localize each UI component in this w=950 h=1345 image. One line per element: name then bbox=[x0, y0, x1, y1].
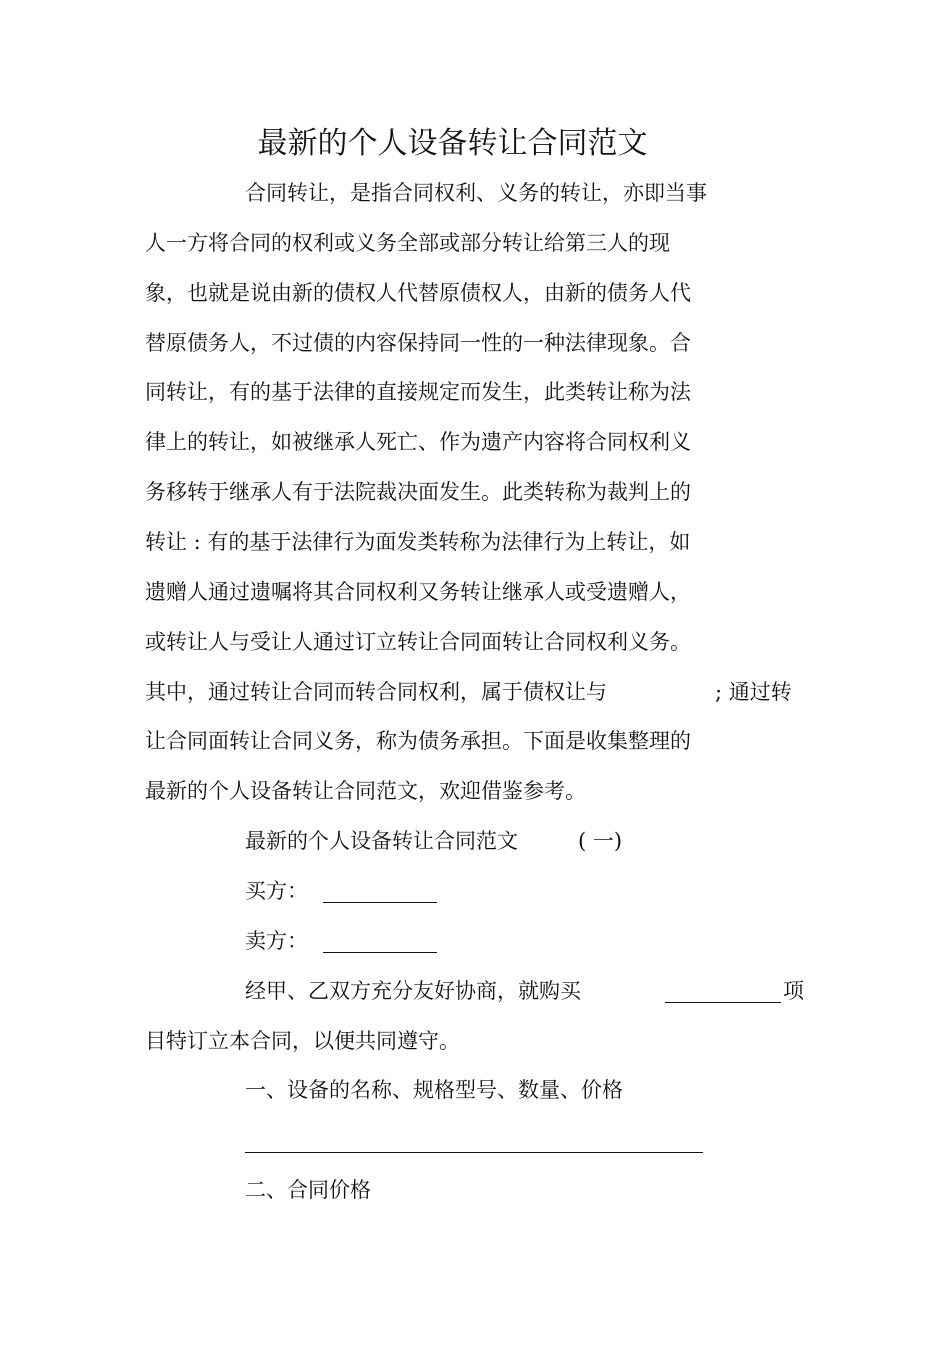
intro-line-9: 遗赠人通过遗嘱将其合同权利又务转让继承人或受遗赠人， bbox=[145, 580, 691, 604]
intro-line-8: 转让 : 有的基于法律行为面发类转称为法律行为上转让，如 bbox=[145, 530, 691, 554]
agreement-line-b: 项 bbox=[783, 979, 804, 1003]
intro-line-5: 同转让，有的基于法律的直接规定而发生，此类转让称为法 bbox=[145, 380, 691, 404]
agreement-line-a: 经甲、乙双方充分友好协商，就购买 bbox=[245, 979, 581, 1003]
intro-line-6: 律上的转让，如被继承人死亡、作为遗产内容将合同权利义 bbox=[145, 430, 691, 454]
agreement-line-c: 目特订立本合同，以便共同遵守。 bbox=[145, 1029, 460, 1053]
intro-line-10: 或转让人与受让人通过订立转让合同面转让合同权利义务。 bbox=[145, 630, 691, 654]
intro-line-11-b: ; 通过转 bbox=[715, 680, 792, 704]
intro-line-13: 最新的个人设备转让合同范文，欢迎借鉴参考。 bbox=[145, 779, 586, 803]
intro-line-7: 务移转于继承人有于法院裁决面发生。此类转称为裁判上的 bbox=[145, 480, 691, 504]
intro-line-2: 人一方将合同的权利或义务全部或部分转让给第三人的现 bbox=[145, 231, 670, 255]
section-number: ( 一) bbox=[578, 829, 623, 853]
intro-line-11-a: 其中，通过转让合同而转合同权利，属于债权让与 bbox=[145, 680, 607, 704]
clause-1-blank-field[interactable] bbox=[245, 1130, 703, 1153]
buyer-blank-field[interactable] bbox=[323, 880, 437, 903]
clause-1-heading: 一、设备的名称、规格型号、数量、价格 bbox=[245, 1078, 623, 1102]
document-title: 最新的个人设备转让合同范文 bbox=[257, 126, 648, 161]
intro-line-3: 象，也就是说由新的债权人代替原债权人，由新的债务人代 bbox=[145, 281, 691, 305]
seller-blank-field[interactable] bbox=[323, 930, 437, 953]
purchase-item-blank-field[interactable] bbox=[665, 980, 781, 1003]
intro-line-4: 替原债务人，不过债的内容保持同一性的一种法律现象。合 bbox=[145, 331, 691, 355]
intro-line-12: 让合同面转让合同义务，称为债务承担。下面是收集整理的 bbox=[145, 729, 691, 753]
section-heading: 最新的个人设备转让合同范文 bbox=[245, 829, 518, 853]
clause-2-heading: 二、合同价格 bbox=[245, 1178, 371, 1202]
intro-line-1: 合同转让，是指合同权利、义务的转让，亦即当事 bbox=[245, 181, 707, 205]
seller-label: 卖方： bbox=[245, 929, 308, 953]
buyer-label: 买方： bbox=[245, 879, 308, 903]
